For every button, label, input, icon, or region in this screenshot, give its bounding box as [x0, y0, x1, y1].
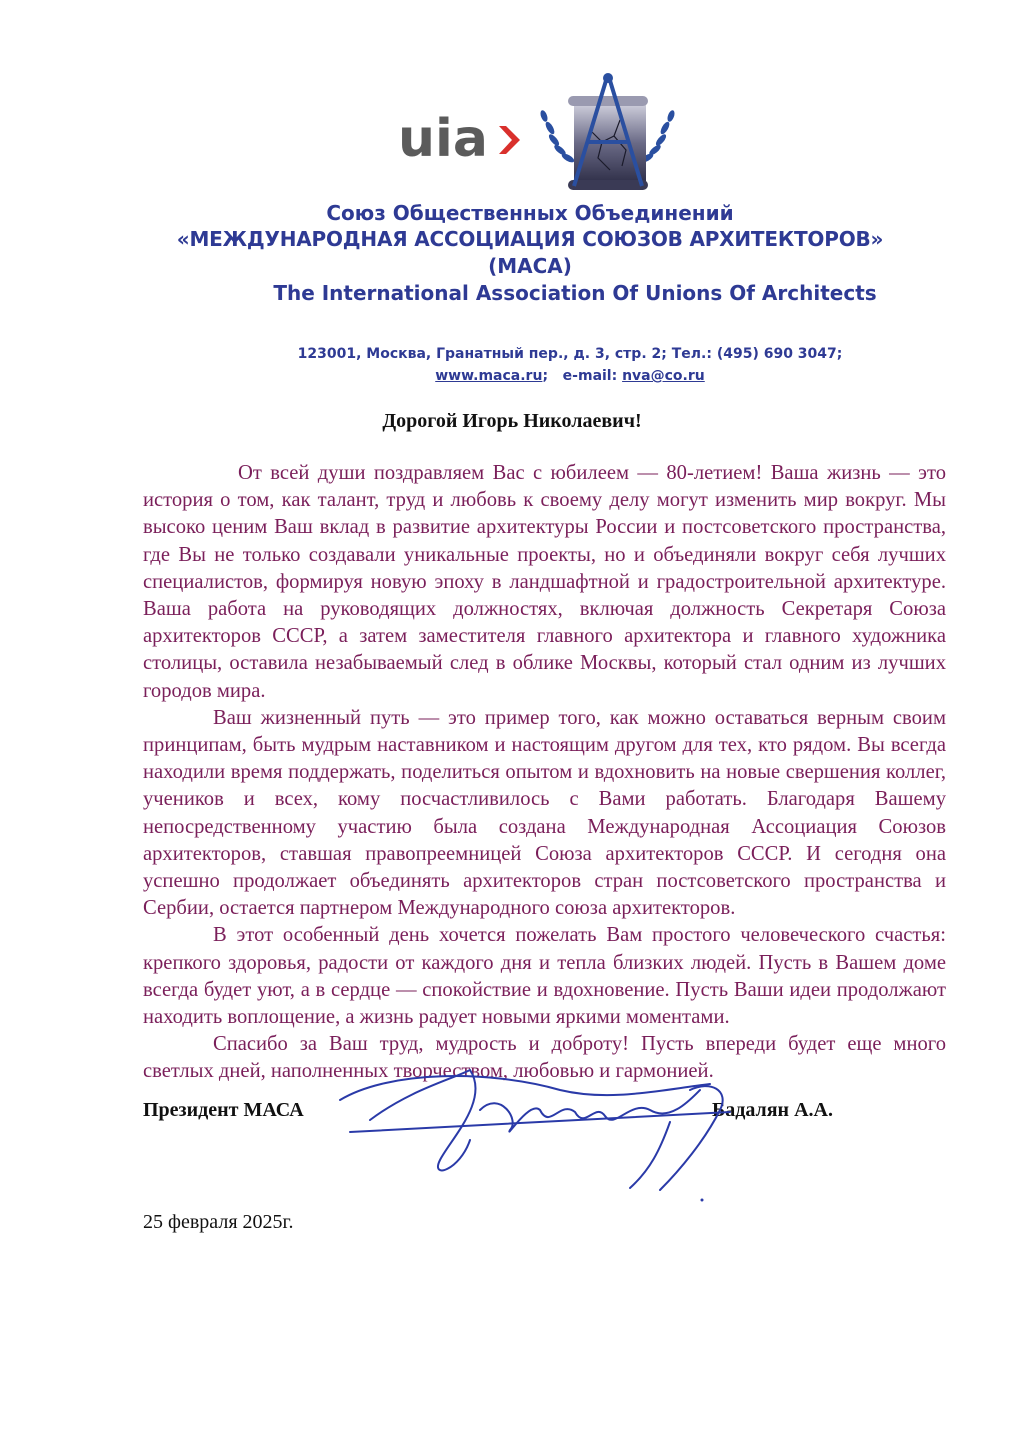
email-link[interactable]: nva@co.ru: [622, 368, 705, 384]
organization-header: [130, 200, 930, 307]
letter-date: 25 февраля 2025г.: [143, 1211, 294, 1233]
contact-separator: ;: [542, 368, 549, 384]
letter-body: [143, 460, 946, 1086]
email-label: e-mail:: [562, 368, 618, 384]
header-line-association: «МЕЖДУНАРОДНАЯ АССОЦИАЦИЯ СОЮЗОВ АРХИТЕКТОРОВ»: [176, 227, 884, 251]
paragraph: Спасибо за Ваш труд, мудрость и доброту! Пусть впереди будет еще много светлых дней, наполненных творчеством, любовью и гармонией.: [143, 1033, 946, 1083]
uia-logo-text: uia: [398, 109, 488, 168]
signatory-name: Бадалян А.А.: [712, 1099, 833, 1121]
greeting: Дорогой Игорь Николаевич!: [382, 410, 642, 432]
handwritten-signature: [330, 1060, 750, 1210]
paragraph: В этот особенный день хочется пожелать Вам простого человеческого счастья: крепкого здоровья, радости от каждого дня и тепла близких людей. Пусть в Вашем доме всегда будет уют, а в сердце — спокойствие и вдохновение. Пусть Ваши идеи продолжают находить воплощение, а жизнь радует новыми яркими моментами.: [143, 924, 946, 1029]
header-line-union: Союз Общественных Объединений: [326, 201, 734, 225]
uia-logo: [398, 108, 528, 168]
address-line: 123001, Москва, Гранатный пер., д. 3, стр. 2; Тел.: (495) 690 3047;: [297, 346, 843, 362]
signatory-position: Президент МАСА: [143, 1099, 304, 1121]
contact-block: [160, 343, 980, 387]
paragraph: Ваш жизненный путь — это пример того, как можно оставаться верным своим принципам, быть мудрым наставником и настоящим другом для тех, кто рядом. Вы всегда находили время поддержать, поделиться опытом и вдохновить на новые свершения коллег, учеников и всех, кому посчастливилось с Вами работать. Благодаря Вашему непосредственному участию была создана Международная Ассоциация Союзов архитекторов, ставшая правопреемницей Союза архитекторов СССР. И сегодня она успешно продолжает объединять архитекторов стран постсоветского пространства и Сербии, остается партнером Международного союза архитекторов.: [143, 706, 946, 920]
header-line-abbreviation: (МАСА): [488, 254, 572, 278]
logo-bar: [0, 70, 1024, 200]
maca-emblem-icon: [540, 70, 675, 198]
website-link[interactable]: www.maca.ru: [435, 368, 543, 384]
header-line-english: The International Association Of Unions Of Architects: [273, 281, 877, 305]
paragraph: От всей души поздравляем Вас с юбилеем — 80-летием! Ваша жизнь — это история о том, как талант, труд и любовь к своему делу могут изменить мир вокруг. Мы высоко ценим Ваш вклад в развитие архитектуры России и постсоветского пространства, где Вы не только создавали уникальные проекты, но и объединяли вокруг себя лучших специалистов, формируя новую эпоху в ландшафтной и градостроительной архитектуре. Ваша работа на руководящих должностях, включая должность Секретаря Союза архитекторов СССР, а затем заместителя главного архитектора и главного художника столицы, оставила незабываемый след в облике Москвы, который стал одним из лучших городов мира.: [143, 462, 946, 702]
web-email-line: [160, 365, 980, 387]
